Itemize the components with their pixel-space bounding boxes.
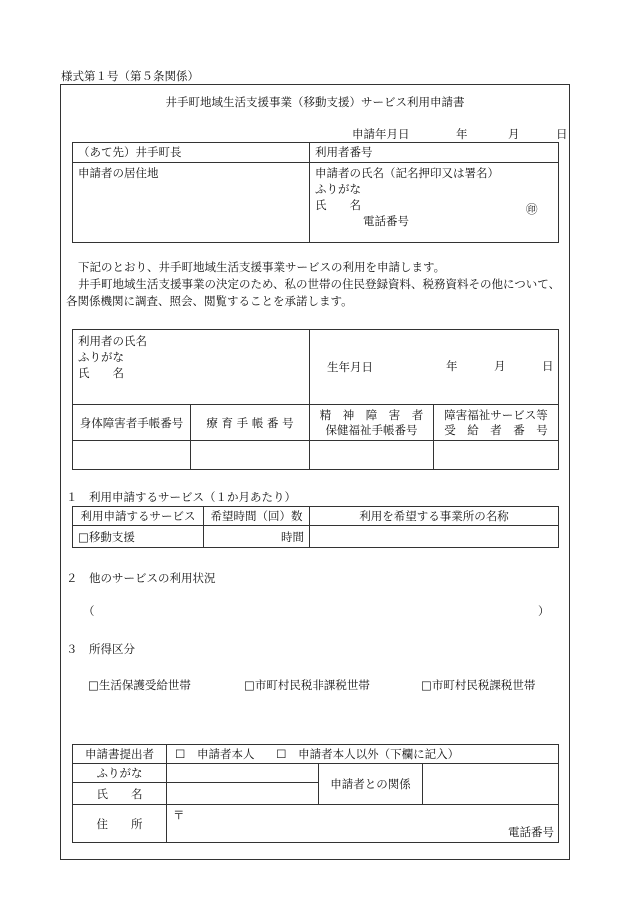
applicant-phone-label: 電話番号 [363,214,409,228]
welfare-header-line-1: 障害福祉サービス等 [444,407,548,422]
seal-mark: ㊞ [526,202,538,216]
hours-unit: 時間 [281,529,304,544]
date-day: 日 [556,127,568,141]
postal-mark: 〒 [173,808,185,822]
mental-health-header-line-2: 保健福祉手帳番号 [325,422,418,437]
form-title: 井手町地域生活支援事業（移動支援）サービス利用申請書 [165,95,465,109]
user-info-table [72,329,559,470]
other-checkbox[interactable]: ☐ [276,747,287,761]
application-date-label: 申請年月日 [352,127,410,141]
statement-line-1: 下記のとおり、井手町地域生活支援事業サービスの利用を申請します。 [78,260,446,274]
birthdate-cell[interactable] [310,330,559,405]
section1-heading: １ 利用申請するサービス（１か月あたり） [66,490,296,504]
provider-column-header: 利用を希望する事業所の名称 [310,507,559,526]
physical-disability-number-header: 身体障害者手帳番号 [73,405,191,441]
welfare-header-line-2: 受 給 者 番 号 [444,422,548,437]
submitter-phone-label: 電話番号 [508,825,554,839]
service-column-header: 利用申請するサービス [73,507,204,526]
submitter-furigana-label: ふりがな [73,764,167,783]
user-name-field-label: 氏 名 [78,366,124,380]
rehabilitation-number-header: 療 育 手 帳 番 号 [191,405,310,441]
applicant-table [72,142,559,243]
physical-disability-number-field[interactable] [73,441,191,470]
hours-field[interactable] [204,526,310,548]
user-name-cell[interactable] [73,330,310,405]
option-self-label: 申請者本人 [196,747,255,761]
section3-heading: ３ 所得区分 [66,642,135,656]
birth-year: 年 [446,359,458,373]
user-name-label: 利用者の氏名 [78,334,147,348]
option-other-label: 申請者本人以外（下欄に記入） [298,747,460,761]
mobility-support-checkbox[interactable]: □移動支援 [73,526,204,548]
consent-statement [66,259,566,310]
submitter-address-field[interactable] [167,805,559,843]
birthdate-label: 生年月日 [327,360,373,374]
submitter-name-label: 氏 名 [73,783,167,805]
income-option-taxable[interactable]: □市町村民税課税世帯 [421,678,536,692]
hours-column-header: 希望時間（回）数 [204,507,310,526]
other-services-field[interactable] [80,600,530,620]
applicant-name-field-label: 氏 名 [315,198,361,212]
applicant-furigana-label: ふりがな [315,182,361,196]
other-services-open-paren: （ [83,604,95,618]
date-year: 年 [456,127,468,141]
statement-line-2: 井手町地域生活支援事業の決定のため、私の世帯の住民登録資料、税務資料その他について、 [78,277,561,291]
user-furigana-label: ふりがな [78,350,124,364]
date-month: 月 [508,127,520,141]
mental-health-header-line-1: 精 神 障 害 者 [319,407,424,422]
residence-cell[interactable] [73,163,310,243]
addressee: （あて先）井手町長 [73,143,310,163]
submitter-address-label: 住 所 [73,805,167,843]
self-checkbox[interactable]: ☐ [175,747,186,761]
submitter-options [167,745,559,764]
section2-heading: ２ 他のサービスの利用状況 [66,571,216,585]
submitter-name-field[interactable] [167,783,319,805]
submitter-label: 申請書提出者 [73,745,167,764]
applicant-name-label: 申請者の氏名（記名押印又は署名） [315,166,499,180]
income-option-welfare[interactable]: □生活保護受給世帯 [88,678,191,692]
submitter-furigana-field[interactable] [167,764,319,783]
relation-field[interactable] [423,764,559,805]
form-number: 様式第１号（第５条関係） [61,69,199,83]
birth-month: 月 [494,359,506,373]
statement-line-3: 各関係機関に調査、照会、閲覧することを承諾します。 [66,294,353,308]
relation-label: 申請者との関係 [319,764,423,805]
welfare-service-number-header [434,405,559,441]
other-services-close-paren: ） [538,604,550,618]
submitter-table [72,744,559,843]
provider-name-field[interactable] [310,526,559,548]
welfare-service-number-field[interactable] [434,441,559,470]
applicant-name-cell[interactable] [310,163,559,243]
application-date [352,126,568,142]
service-request-table [72,506,559,548]
mental-health-number-header [310,405,434,441]
birth-day: 日 [542,359,554,373]
income-option-non-taxable[interactable]: □市町村民税非課税世帯 [244,678,370,692]
rehabilitation-number-field[interactable] [191,441,310,470]
user-number-label: 利用者番号 [310,143,559,163]
residence-label: 申請者の居住地 [78,166,159,180]
mental-health-number-field[interactable] [310,441,434,470]
